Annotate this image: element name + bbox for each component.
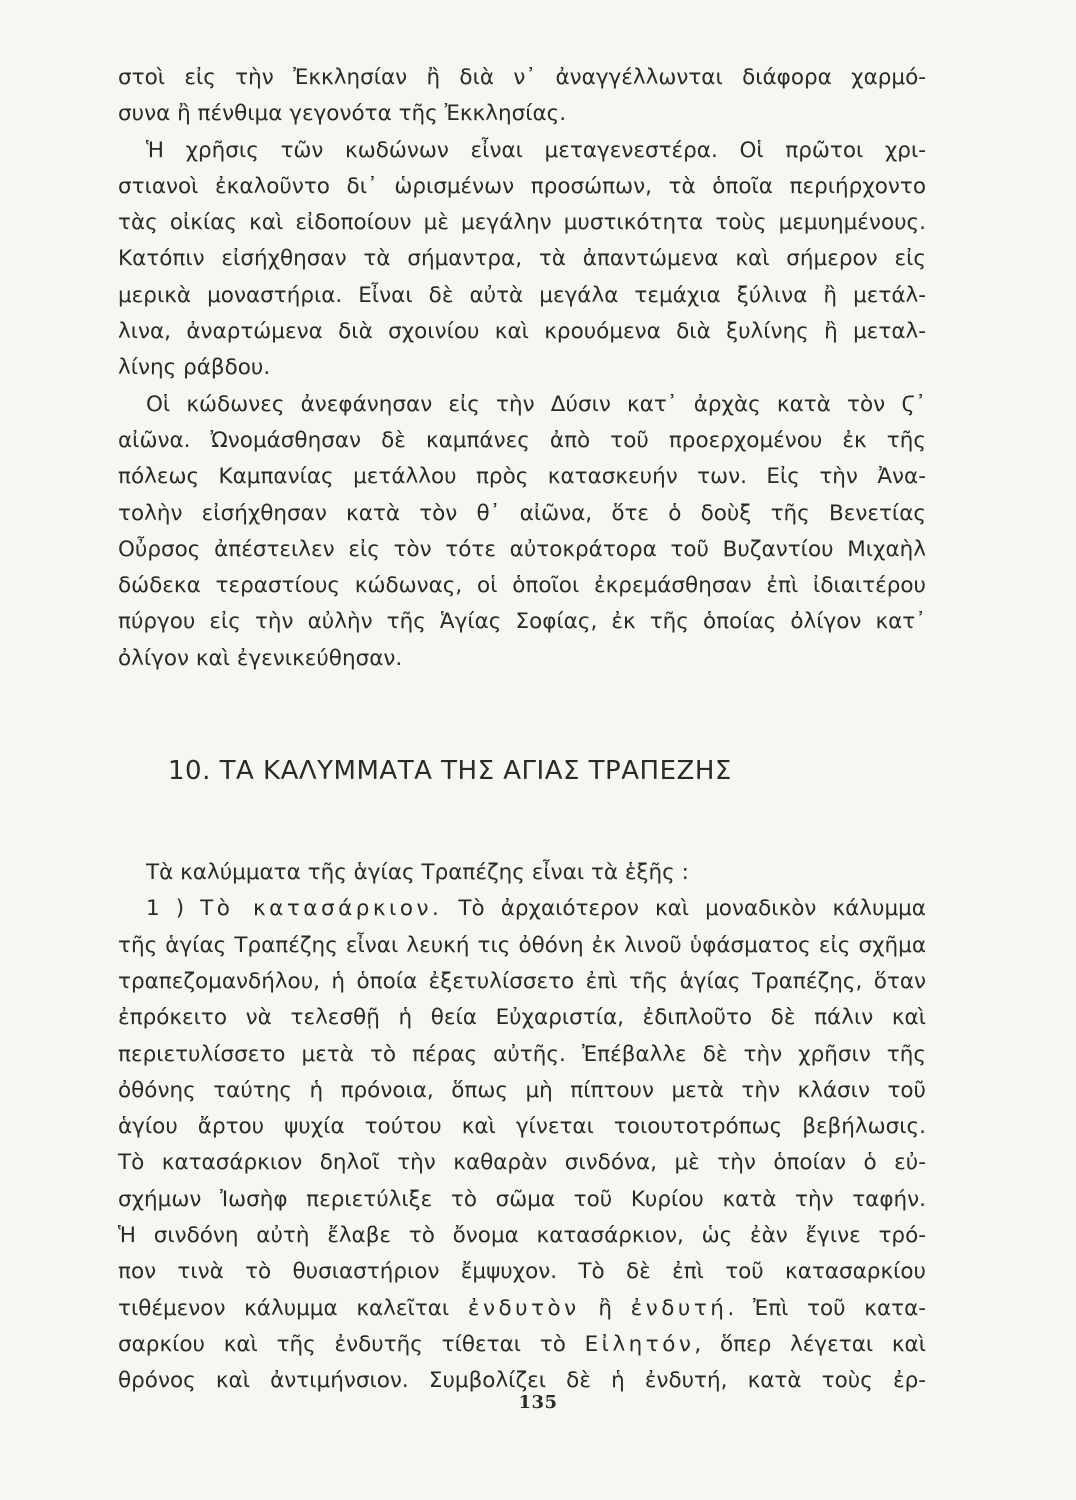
text-line: ὀλίγον καὶ ἐγενικεύθησαν. <box>118 645 403 671</box>
text-line: περιετυλίσσετο μετὰ τὸ πέρας αὐτῆς. Ἐπέβαλλε δὲ τὴν χρῆσιν τῆς <box>118 1041 926 1067</box>
text-line: τὰς οἰκίας καὶ εἰδοποίουν μὲ μεγάλην μυστικότητα τοὺς μεμυημένους. <box>118 210 926 236</box>
text-line: λινα, ἀναρτώμενα διὰ σχοινίου καὶ κρουόμενα διὰ ξυλίνης ἢ μεταλ- <box>118 319 926 345</box>
text-line <box>118 1327 926 1363</box>
text-line: στοὶ εἰς τὴν Ἐκκλησίαν ἢ διὰ ν᾽ ἀναγγέλλωνται διάφορα χαρμό- <box>118 65 926 90</box>
text-line: Ἡ σινδόνη αὐτὴ ἔλαβε τὸ ὄνομα κατασάρκιον, ὡς ἐὰν ἔγινε τρό- <box>118 1223 926 1249</box>
text-line: ἁγίου ἄρτου ψυχία τούτου καὶ γίνεται τοιουτοτρόπως βεβήλωσις. <box>118 1114 926 1140</box>
text-line: Οἱ κώδωνες ἀνεφάνησαν εἰς τὴν Δύσιν κατ᾽ ἀρχὰς κατὰ τὸν Ϛ᾽ <box>146 391 926 417</box>
section-heading: 10. ΤΑ ΚΑΛΥΜΜΑΤΑ ΤΗΣ ΑΓΙΑΣ ΤΡΑΠΕΖΗΣ <box>168 756 732 787</box>
text-line: πόλεως Καμπανίας μετάλλου πρὸς κατασκευήν των. Εἰς τὴν Ἀνα- <box>118 464 926 490</box>
text-line: σχήμων Ἰωσὴφ περιετύλιξε τὸ σῶμα τοῦ Κυρίου κατὰ τὴν ταφήν. <box>118 1186 926 1212</box>
text-line: Τὸ κατασάρκιον δηλοῖ τὴν καθαρὰν σινδόνα, μὲ τὴν ὁποίαν ὁ εὐ- <box>118 1150 926 1176</box>
text-line <box>118 891 926 927</box>
term-endyti: ἐνδυτή <box>630 1295 728 1321</box>
term-endyton: ἐνδυτὸν <box>467 1295 580 1321</box>
text-line: δώδεκα τεραστίους κώδωνας, οἱ ὁποῖοι ἐκρεμάσθησαν ἐπὶ ἰδιαιτέρου <box>118 573 926 599</box>
term-katasarkion: Τὸ κατασάρκιον. <box>200 896 443 922</box>
text-line: πύργου εἰς τὴν αὐλὴν τῆς Ἁγίας Σοφίας, ἐκ τῆς ὁποίας ὀλίγον κατ᾽ <box>118 609 926 635</box>
text-line: Ἡ χρῆσις τῶν κωδώνων εἶναι μεταγενεστέρα. Οἱ πρῶτοι χρι- <box>146 137 926 163</box>
text-line: Κατόπιν εἰσήχθησαν τὰ σήμαντρα, τὰ ἀπαντώμενα καὶ σήμερον εἰς <box>118 246 926 272</box>
text-line: στιανοὶ ἐκαλοῦντο δι᾽ ὡρισμένων προσώπων, τὰ ὁποῖα περιήρχοντο <box>118 173 926 199</box>
text-line: τραπεζομανδήλου, ἡ ὁποία ἐξετυλίσσετο ἐπὶ τῆς ἁγίας Τραπέζης, ὅταν <box>118 968 926 994</box>
list-number: 1 ) <box>146 896 201 922</box>
text-fragment: σαρκίου καὶ τῆς ἐνδυτῆς τίθεται τὸ <box>118 1331 585 1357</box>
text-fragment: . Ἐπὶ τοῦ κατα- <box>727 1295 927 1321</box>
text-line: ἐπρόκειτο νὰ τελεσθῇ ἡ θεία Εὐχαριστία, ἐδιπλοῦτο δὲ πάλιν καὶ <box>118 1005 926 1031</box>
text-line: Τὰ καλύμματα τῆς ἁγίας Τραπέζης εἶναι τὰ ἑξῆς : <box>146 860 689 886</box>
text-line: μερικὰ μοναστήρια. Εἶναι δὲ αὐτὰ μεγάλα τεμάχια ξύλινα ἢ μετάλ- <box>118 282 926 308</box>
text-line: θρόνος καὶ ἀντιμήνσιον. Συμβολίζει δὲ ἡ ἐνδυτή, κατὰ τοὺς ἐρ- <box>118 1368 926 1394</box>
text-line: ὀθόνης ταύτης ἡ πρόνοια, ὅπως μὴ πίπτουν μετὰ τὴν κλάσιν τοῦ <box>118 1077 926 1103</box>
text-line: Οὖρσος ἀπέστειλεν εἰς τὸν τότε αὐτοκράτορα τοῦ Βυζαντίου Μιχαὴλ <box>118 536 926 562</box>
page-number: 135 <box>518 1392 558 1413</box>
text-fragment: Τὸ ἀρχαιότερον καὶ μοναδικὸν κάλυμμα <box>442 896 926 922</box>
term-eiliton: Εἰλητόν <box>584 1331 695 1357</box>
text-fragment: , ὅπερ λέγεται καὶ <box>694 1331 926 1357</box>
text-line: πον τινὰ τὸ θυσιαστήριον ἔμψυχον. Τὸ δὲ ἐπὶ τοῦ κατασαρκίου <box>118 1259 926 1285</box>
text-line: αἰῶνα. Ὠνομάσθησαν δὲ καμπάνες ἀπὸ τοῦ προερχομένου ἐκ τῆς <box>118 427 926 453</box>
text-line: λίνης ράβδου. <box>118 355 271 381</box>
text-fragment: ἢ <box>579 1295 631 1321</box>
text-line: τῆς ἁγίας Τραπέζης εἶναι λευκή τις ὀθόνη ἐκ λινοῦ ὑφάσματος εἰς σχῆμα <box>118 932 926 958</box>
body-text <box>118 60 926 1400</box>
text-fragment: τιθέμενον κάλυμμα καλεῖται <box>118 1295 468 1321</box>
text-line <box>118 1291 926 1327</box>
text-line: τολὴν εἰσήχθησαν κατὰ τὸν θ᾽ αἰῶνα, ὅτε ὁ δοὺξ τῆς Βενετίας <box>118 500 926 526</box>
text-line: συνα ἢ πένθιμα γεγονότα τῆς Ἐκκλησίας. <box>118 101 567 127</box>
